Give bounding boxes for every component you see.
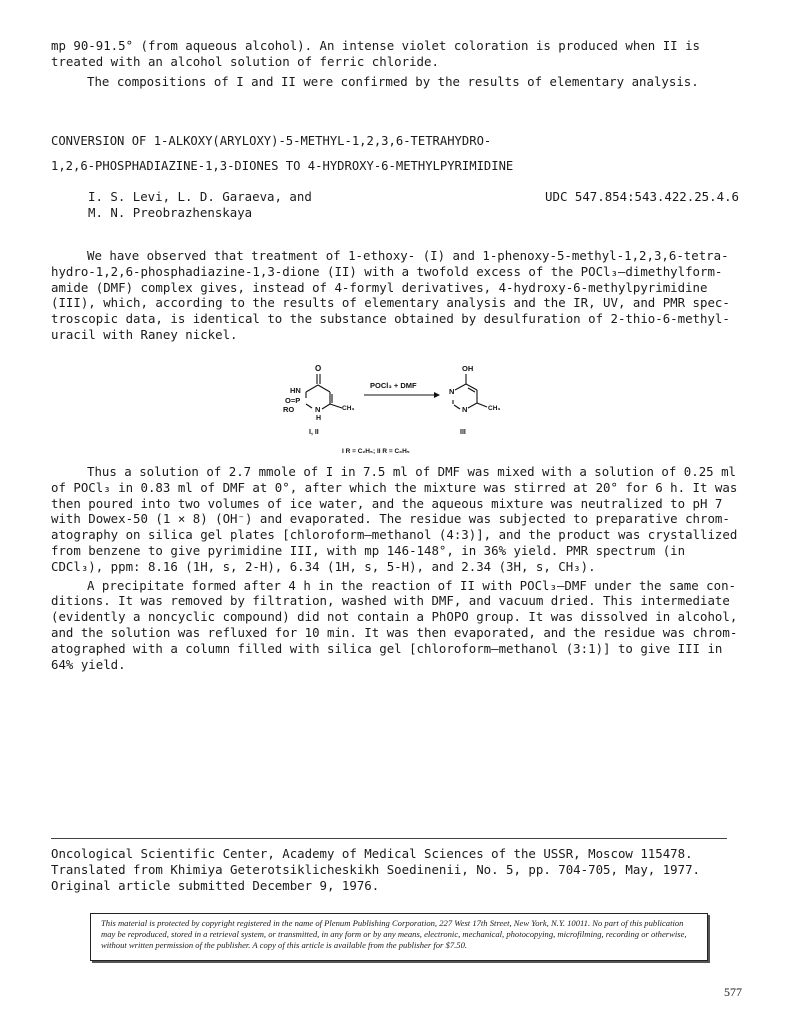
- arrow-head: [434, 392, 440, 398]
- product-label: III: [460, 429, 466, 436]
- footnote-rule: [51, 838, 727, 839]
- article-title: [51, 129, 513, 179]
- reactant-label: I, II: [309, 429, 319, 436]
- reactant-ch3: CH₃: [342, 405, 355, 412]
- intro-section: [51, 248, 741, 343]
- footnote-affiliation: Oncological Scientific Center, Academy of Medical Sciences of the USSR, Moscow 115478.: [51, 846, 693, 861]
- footnote-submitted: Original article submitted December 9, 1976.: [51, 878, 380, 893]
- paragraph-intro: We have observed that treatment of 1-ethoxy- (I) and 1-phenoxy-5-methyl-1,2,3,6-tetra-hydro-1,2,6-phosphadiazine-1,3-dione (II) with a twofold excess of the POCl₃—dimethylform-amide (DMF) complex gives, instead of 4-formyl derivatives, 4-hydroxy-6-methylpyrimidine (III), which, according to the results of elementary analysis and the IR, UV, and PMR spec-troscopic data, is identical to the substance obtained by desulfuration of 2-thio-6-methyl-uracil with Raney nickel.: [51, 248, 730, 342]
- product-oh: OH: [462, 364, 474, 373]
- product-n1: N: [449, 387, 455, 396]
- continuation-text: [51, 38, 741, 89]
- product-ch3: CH₃: [488, 405, 501, 412]
- paragraph-procedure-1: Thus a solution of 2.7 mmole of I in 7.5 ml of DMF was mixed with a solution of 0.25 ml of POCl₃ in 0.83 ml of DMF at 0°, after which the mixture was stirred at 20° for 6 h. It was then poured into two volumes of ice water, and the aqueous mixture was neutralized to pH 7 with Dowex-50 (1 × 8) (OH⁻) and evaporated. The residue was subjected to preparative chrom-atography on silica gel plates [chloroform—methanol (4:3)], and the product was crystallized from benzene to give pyrimidine III, with mp 146-148°, in 36% yield. PMR spectrum (in CDCl₃), ppm: 8.16 (1H, s, 2-H), 6.34 (1H, s, 5-H), and 2.34 (3H, s, CH₃).: [51, 464, 738, 574]
- reactant-hn: HN: [290, 386, 301, 395]
- copyright-notice: [90, 913, 708, 961]
- title-line-2: 1,2,6-PHOSPHADIAZINE-1,3-DIONES TO 4-HYDROXY-6-METHYLPYRIMIDINE: [51, 159, 514, 173]
- reactant-h: H: [316, 415, 322, 422]
- paragraph-compositions: The compositions of I and II were confirmed by the results of elementary analysis.: [87, 73, 699, 89]
- title-line-1: CONVERSION OF 1-ALKOXY(ARYLOXY)-5-METHYL-1,2,3,6-TETRAHYDRO-: [51, 134, 492, 148]
- authors: [88, 189, 312, 221]
- copyright-text: This material is protected by copyright registered in the name of Plenum Publishing Corporation, 227 West 17th Street, New York, N.Y. 10011. No part of this publication may be reproduced, stored in a retrieval system, or transmitted, in any form or by any means, electronic, mechanical, photocopying, microfilming, recording or otherwise, without written permission of the publisher. A copy of this article is available from the publisher for $7.50.: [101, 918, 687, 950]
- reactant-structure: [306, 374, 342, 409]
- reactant-oxygen: O: [315, 364, 322, 373]
- authors-line-1: I. S. Levi, L. D. Garaeva, and: [88, 189, 312, 204]
- reactant-ro: RO: [283, 405, 295, 414]
- authors-line-2: M. N. Preobrazhenskaya: [88, 205, 253, 220]
- product-n2: N: [462, 405, 468, 414]
- product-structure: [453, 374, 487, 409]
- reactant-op: O=P: [285, 396, 301, 405]
- footnote-translation: Translated from Khimiya Geterotsiklicheskikh Soedinenii, No. 5, pp. 704-705, May, 1977.: [51, 862, 701, 877]
- reactant-n: N: [315, 405, 321, 414]
- reaction-scheme: [282, 360, 512, 460]
- scheme-legend: I R = C₂H₅; II R = C₆H₅: [342, 448, 410, 455]
- footnote: [51, 846, 700, 894]
- paragraph-procedure-2: A precipitate formed after 4 h in the reaction of II with POCl₃—DMF under the same con-ditions. It was removed by filtration, washed with DMF, and vacuum dried. This intermediate (evidently a noncyclic compound) did not contain a PhOPO group. It was dissolved in alcohol, and the solution was refluxed for 10 min. It was then evaporated, and the residue was chrom-atographed with a column filled with silica gel [chloroform—methanol (3:1)] to give III in 64% yield.: [51, 577, 738, 672]
- paragraph-mp: mp 90-91.5° (from aqueous alcohol). An intense violet coloration is produced when II is treated with an alcohol solution of ferric chloride.: [51, 38, 701, 69]
- experimental-section: [51, 464, 741, 672]
- page-number: 577: [724, 985, 742, 999]
- udc-code: UDC 547.854:543.422.25.4.6: [545, 189, 739, 204]
- reagent-label: POCl₃ + DMF: [370, 381, 417, 390]
